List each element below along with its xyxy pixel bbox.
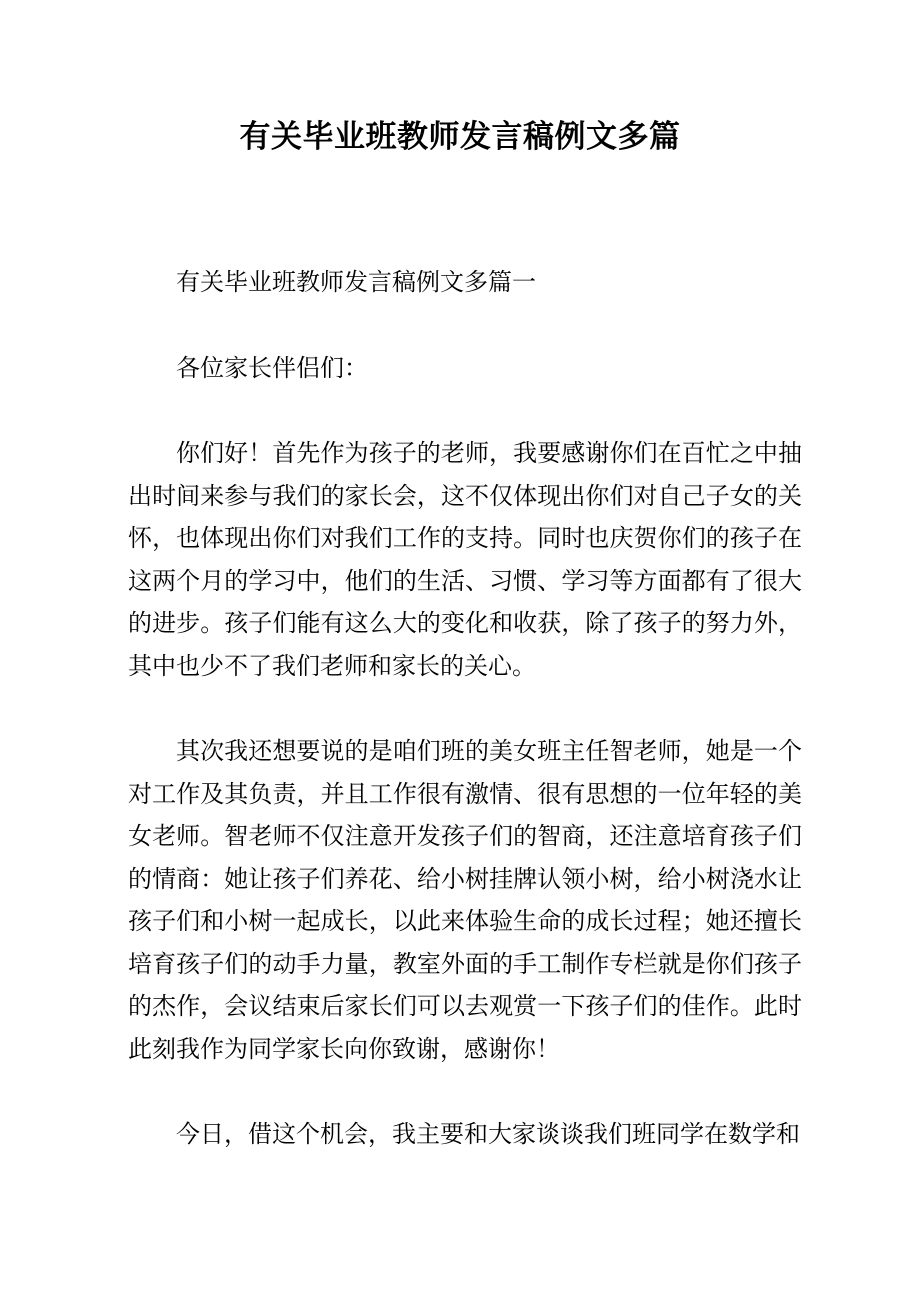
- paragraph-greeting: 你们好！首先作为孩子的老师，我要感谢你们在百忙之中抽出时间来参与我们的家长会，这不仅体现出你们对自己子女的关怀，也体现出你们对我们工作的支持。同时也庆贺你们的孩子在这两个月的学习中，他们的生活、习惯、学习等方面都有了很大的进步。孩子们能有这么大的变化和收获，除了孩子的努力外，其中也少不了我们老师和家长的关心。: [128, 441, 802, 680]
- paragraph-closing-partial: 今日，借这个机会，我主要和大家谈谈我们班同学在数学和: [176, 1122, 800, 1148]
- section-heading: 有关毕业班教师发言稿例文多篇一: [176, 270, 536, 296]
- document-title: 有关毕业班教师发言稿例文多篇: [239, 119, 681, 154]
- document-body: [128, 262, 802, 1157]
- paragraph-teacher-praise: 其次我还想要说的是咱们班的美女班主任智老师，她是一个对工作及其负责，并且工作很有激情、很有思想的一位年轻的美女老师。智老师不仅注意开发孩子们的智商，还注意培育孩子们的情商：她让孩子们养花、给小树挂牌认领小树，给小树浇水让孩子们和小树一起成长，以此来体验生命的成长过程；她还擅长培育孩子们的动手力量，教室外面的手工制作专栏就是你们孩子的杰作，会议结束后家长们可以去观赏一下孩子们的佳作。此时此刻我作为同学家长向你致谢，感谢你！: [128, 739, 802, 1063]
- salutation-line: 各位家长伴侣们：: [176, 355, 368, 382]
